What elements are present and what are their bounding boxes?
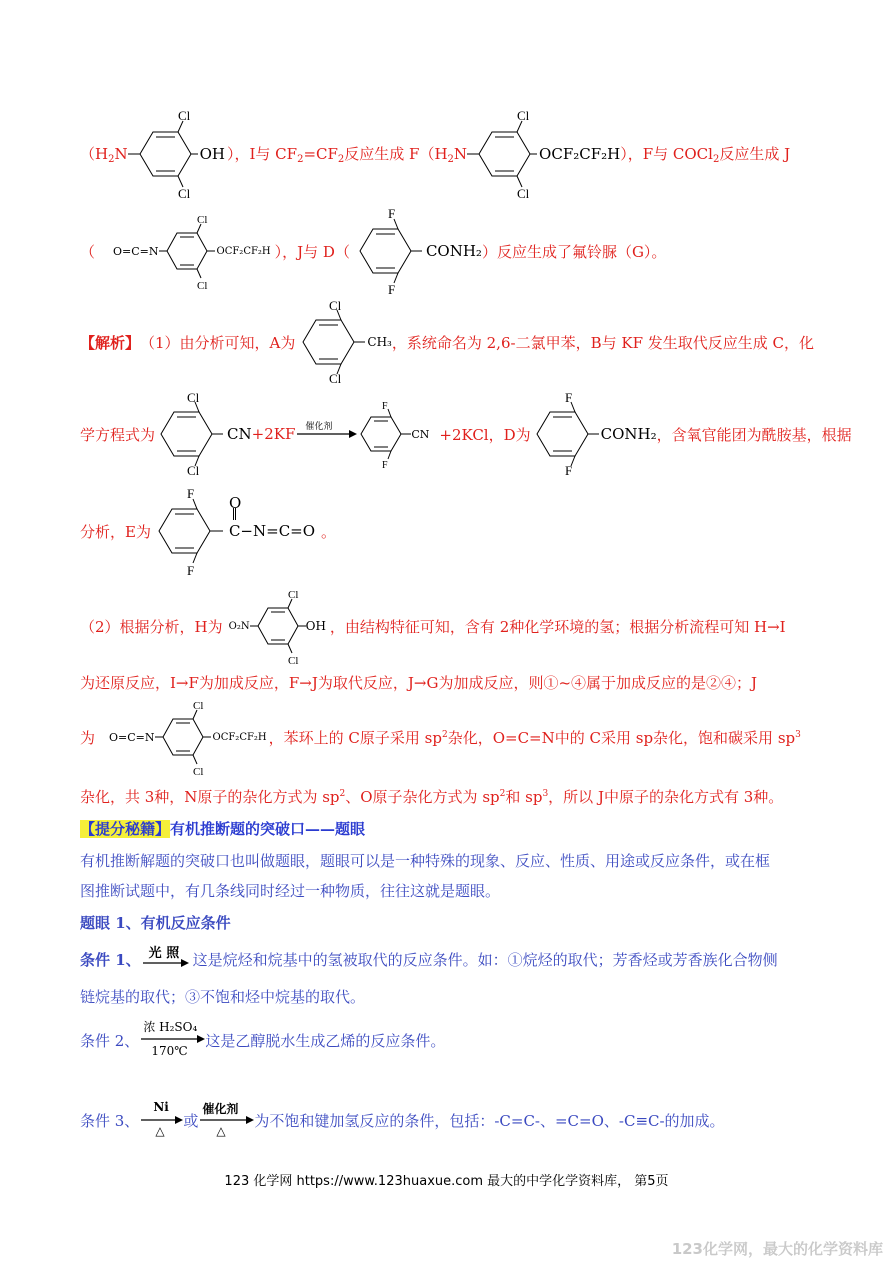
page-footer: 123 化学网 https://www.123huaxue.com 最大的中学化学资料库， 第5页 <box>224 1174 669 1189</box>
svg-text:Cl: Cl <box>177 186 190 199</box>
condition-bottom: △ <box>216 1124 226 1138</box>
conh2-group: CONH₂ <box>425 242 482 260</box>
heading-condition: 题眼 1、有机反应条件 <box>80 914 231 932</box>
aminodichlorophenol-structure <box>128 109 208 199</box>
product-c-structure <box>357 399 415 469</box>
text: 。 <box>321 522 337 541</box>
text: （2）根据分析，H为 <box>80 617 223 636</box>
svg-text:Cl: Cl <box>329 299 342 313</box>
text: 这是烷烃和烷基中的氢被取代的反应条件。如：①烷烃的取代；芳香烃或芳香族化合物侧 <box>192 950 778 969</box>
ocf2cf2h-group: OCF₂CF₂H <box>539 145 621 163</box>
reaction-arrow <box>295 417 357 451</box>
conh2-group: CONH₂ <box>600 425 657 443</box>
line-12: 图推断试题中，有几条线同时经过一种物质，往往这就是题眼。 <box>80 882 501 900</box>
tips-title: 有机推断题的突破口——题眼 <box>170 820 366 838</box>
text: ，系统命名为 2,6-二氯甲苯，B与 KF 发生取代反应生成 C，化 <box>391 333 814 352</box>
line-10 <box>80 818 365 839</box>
line-8 <box>80 696 801 778</box>
compound-f-structure <box>467 109 547 199</box>
condition-bottom: 170℃ <box>151 1044 188 1058</box>
line-17 <box>80 1098 725 1142</box>
svg-text:Cl: Cl <box>192 700 203 712</box>
text: +2KF <box>251 425 296 443</box>
text: 学方程式为 <box>80 425 156 444</box>
oh-group: OH <box>199 145 225 163</box>
line-7 <box>80 672 757 693</box>
text: ，含氧官能团为酰胺基，根据 <box>656 425 852 444</box>
svg-text:Cl: Cl <box>196 214 207 226</box>
double-bond <box>233 508 236 520</box>
condition-label: 条件 3、 <box>80 1111 140 1130</box>
text: （ <box>80 242 96 261</box>
text: ），J与 D（ <box>274 242 350 261</box>
line-1 <box>80 108 790 200</box>
svg-text:Cl: Cl <box>517 109 530 123</box>
line-9: 杂化，共 3种，N原子的杂化方式为 $sp^2$、O原子杂化方式为 $sp^2$和 $sp^3$，所以 J中原子的杂化方式有 3种。 <box>80 788 784 806</box>
isocyanate-group: O=C=N <box>113 244 159 258</box>
line-14 <box>80 944 778 974</box>
condition-top: Ni <box>153 1100 169 1114</box>
line-6 <box>80 586 786 666</box>
line-2 <box>80 206 666 296</box>
svg-text:Cl: Cl <box>187 391 200 405</box>
ch3-group: CH₃ <box>367 335 392 349</box>
text: ），I与 $CF_2=CF_2$反应生成 $F(H_2N$ <box>226 145 468 165</box>
isocyanate-group: O=C=N <box>109 730 155 744</box>
svg-text:Cl: Cl <box>196 280 207 291</box>
text: 为不饱和键加氢反应的条件，包括：-C=C-、=C=O、-C≡C-的加成。 <box>254 1111 725 1130</box>
svg-text:Cl: Cl <box>192 766 203 777</box>
svg-text:F: F <box>387 282 396 295</box>
text: ），F与 COCl$_2$反应生成 J <box>620 145 791 165</box>
line-3 <box>80 298 814 386</box>
text: ）反应生成了氟铃脲（G）。 <box>481 242 667 261</box>
svg-text:F: F <box>564 463 572 477</box>
text: 或 <box>183 1111 199 1130</box>
svg-text:F: F <box>387 207 396 221</box>
line-5 <box>80 486 336 576</box>
ocf2cf2h-group: OCF₂CF₂H <box>212 731 267 743</box>
compound-d-structure <box>531 391 601 477</box>
compound-e-structure <box>151 486 229 576</box>
condition-text: 光 照 <box>148 946 180 961</box>
svg-text:F: F <box>186 563 195 576</box>
tips-label: 【提分秘籍】 <box>80 820 171 838</box>
ocf2cf2h-group: OCF₂CF₂H <box>216 245 271 257</box>
acyl-isocyanate-chain: O C−N=C=O <box>228 494 316 540</box>
svg-text:F: F <box>382 401 388 412</box>
text: ，苯环上的 C原子采用 $sp^2$杂化，O=C=N中的 C采用 sp杂化，饱和碳采用 $sp^3$ <box>268 728 801 747</box>
svg-text:Cl: Cl <box>287 589 299 601</box>
h2so4-arrow <box>139 1018 205 1062</box>
svg-text:F: F <box>564 391 572 405</box>
cn-group: CN <box>227 425 252 443</box>
ni-arrow <box>139 1098 183 1142</box>
compound-j-structure <box>159 211 223 291</box>
compound-c-structure <box>155 391 227 477</box>
condition-top: 浓 H₂SO₄ <box>143 1020 198 1034</box>
svg-text:Cl: Cl <box>517 186 530 199</box>
condition-label: 条件 1、 <box>80 950 141 969</box>
light-arrow <box>141 944 189 974</box>
catalyst-label: 催化剂 <box>305 422 333 432</box>
text: （$H_2N$ <box>80 145 128 165</box>
text: 这是乙醇脱水生成乙烯的反应条件。 <box>205 1031 446 1050</box>
cn-group: CN <box>411 427 430 441</box>
line-16 <box>80 1018 445 1062</box>
line-4 <box>80 390 852 478</box>
svg-text:Cl: Cl <box>187 463 200 477</box>
text: 为还原反应，I→F为加成反应，F→J为取代反应，J→G为加成反应，则①~④属于加成反应的是②④；J <box>80 674 758 692</box>
nitro-group: O₂N <box>228 620 250 632</box>
text: +2KCl，D为 <box>439 425 531 444</box>
svg-text:Cl: Cl <box>177 109 190 123</box>
compound-h-structure <box>250 587 312 665</box>
text: 为 <box>80 728 96 747</box>
analysis-label: 【解析】 <box>80 333 141 352</box>
text: （1）由分析可知，A为 <box>140 333 296 352</box>
compound-j-structure <box>155 697 219 777</box>
oh-group: OH <box>305 619 326 633</box>
text: ，由结构特征可知，含有 2种化学环境的氢；根据分析流程可知 H→I <box>329 617 786 636</box>
condition-bottom: △ <box>155 1124 165 1138</box>
carbonyl-oxygen: O <box>228 494 242 512</box>
line-11: 有机推断解题的突破口也叫做题眼，题眼可以是一种特殊的现象、反应、性质、用途或反应条件，或在框 <box>80 852 771 870</box>
text: 分析，E为 <box>80 522 151 541</box>
svg-text:Cl: Cl <box>329 371 342 385</box>
catalyst-arrow <box>198 1098 254 1142</box>
condition-label: 条件 2、 <box>80 1031 140 1050</box>
compound-a-structure <box>295 299 375 385</box>
svg-text:F: F <box>186 486 195 501</box>
svg-text:F: F <box>382 460 388 469</box>
watermark: 123化学网，最大的化学资料库 <box>671 1240 883 1258</box>
compound-d-structure <box>350 207 426 295</box>
line-15: 链烷基的取代；③不饱和烃中烷基的取代。 <box>80 988 366 1006</box>
condition-top: 催化剂 <box>202 1102 239 1116</box>
svg-text:Cl: Cl <box>287 655 299 665</box>
